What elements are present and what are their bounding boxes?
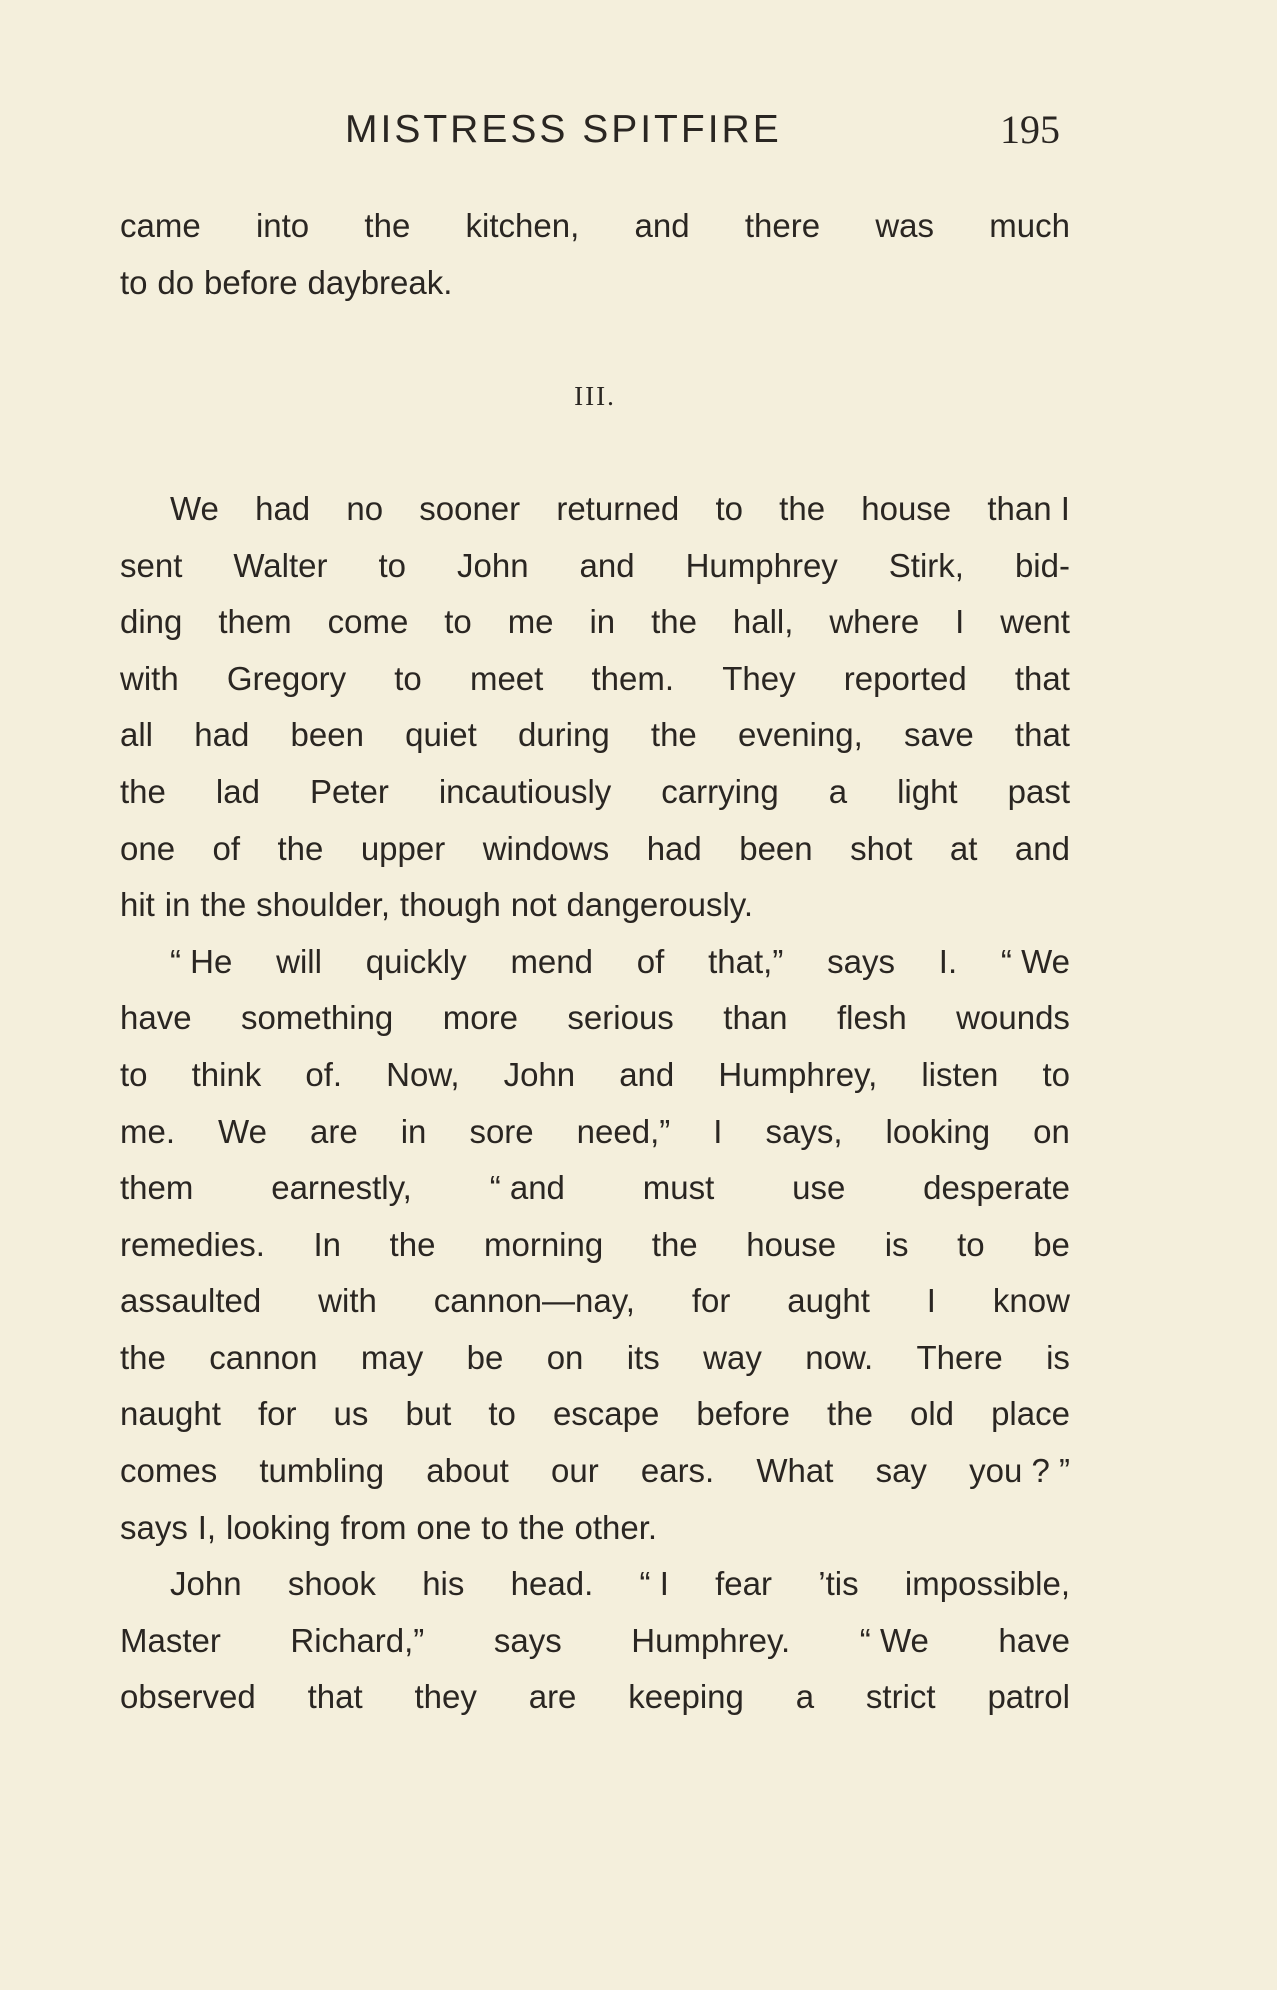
- word: though: [399, 886, 501, 924]
- word: the: [389, 1225, 436, 1263]
- word: kitchen,: [465, 207, 580, 244]
- word: had: [194, 716, 250, 754]
- word: will: [276, 942, 322, 980]
- word: of.: [305, 1055, 343, 1093]
- text-line: [120, 651, 1070, 708]
- word: you ? ”: [969, 1452, 1070, 1490]
- word: shot: [850, 829, 913, 867]
- word: that,”: [708, 942, 784, 980]
- word: morning: [483, 1225, 604, 1263]
- word: us: [333, 1395, 369, 1433]
- word: daybreak.: [307, 263, 453, 301]
- word: where: [829, 603, 920, 641]
- word: strict: [865, 1678, 936, 1716]
- text-line: [120, 538, 1070, 595]
- running-title: MISTRESS SPITFIRE: [345, 108, 782, 151]
- text-line: [120, 1386, 1070, 1443]
- word: says: [827, 942, 895, 980]
- word: say: [875, 1452, 927, 1490]
- word: Peter: [309, 772, 389, 810]
- word: be: [1033, 1225, 1070, 1263]
- word: to: [120, 263, 148, 301]
- word: way: [703, 1338, 762, 1376]
- word: with: [120, 659, 179, 697]
- word: the: [120, 1338, 166, 1376]
- word: shook: [287, 1565, 376, 1603]
- word: naught: [120, 1395, 221, 1433]
- word: mend: [510, 942, 593, 980]
- word: head.: [510, 1565, 594, 1603]
- text-line: [120, 990, 1070, 1047]
- word: meet: [469, 659, 544, 697]
- word: John: [503, 1055, 576, 1093]
- word: the: [651, 1225, 698, 1263]
- word: aught: [787, 1282, 870, 1320]
- word: Humphrey,: [718, 1055, 878, 1093]
- word: I: [926, 1282, 936, 1320]
- word: John: [170, 1565, 242, 1603]
- word: ’tis: [818, 1565, 859, 1603]
- word: have: [998, 1621, 1070, 1659]
- word: than I: [987, 489, 1070, 527]
- word: the: [518, 1508, 565, 1546]
- text-line: [120, 1669, 1070, 1726]
- word: to: [488, 1395, 516, 1433]
- word: fear: [715, 1565, 773, 1603]
- word: that: [1014, 659, 1070, 697]
- text-line: [120, 764, 1070, 821]
- word: on: [546, 1338, 584, 1376]
- text-line: [120, 198, 1070, 255]
- word: at: [949, 829, 978, 867]
- word: assaulted: [120, 1282, 262, 1320]
- word: was: [875, 207, 934, 244]
- word: I.: [938, 942, 958, 980]
- text-line: [120, 1330, 1070, 1387]
- word: on: [1033, 1112, 1070, 1150]
- text-line: [120, 707, 1070, 764]
- word: into: [255, 207, 310, 244]
- word: Master: [120, 1621, 221, 1659]
- word: all: [120, 716, 154, 754]
- word: Now,: [386, 1055, 460, 1093]
- word: flesh: [836, 999, 907, 1037]
- word: cannon: [209, 1338, 318, 1376]
- word: observed: [120, 1678, 256, 1716]
- word: light: [897, 772, 958, 810]
- word: I: [955, 603, 965, 641]
- word: sooner: [419, 489, 521, 527]
- word: “ We: [859, 1621, 929, 1659]
- word: Richard,”: [290, 1621, 425, 1659]
- word: reported: [843, 659, 967, 697]
- word: They: [722, 659, 796, 697]
- word: its: [626, 1338, 660, 1376]
- word: no: [346, 489, 384, 527]
- word: of: [212, 829, 241, 867]
- text-line: [120, 481, 1070, 538]
- word: quiet: [405, 716, 477, 754]
- word: know: [992, 1282, 1070, 1320]
- word: one: [120, 829, 176, 867]
- word: them: [120, 1169, 194, 1207]
- word: them.: [591, 659, 675, 697]
- word: for: [257, 1395, 297, 1433]
- word: the: [200, 886, 247, 924]
- word: about: [426, 1452, 509, 1490]
- word: the: [827, 1395, 873, 1433]
- word: his: [422, 1565, 465, 1603]
- word: old: [909, 1395, 955, 1433]
- word: be: [466, 1338, 504, 1376]
- text-line: [120, 1613, 1070, 1670]
- word: before: [204, 263, 298, 301]
- text-line: [120, 1217, 1070, 1274]
- word: Stirk,: [888, 546, 964, 584]
- word: I,: [197, 1508, 217, 1546]
- word: me: [507, 603, 554, 641]
- word: house: [861, 489, 952, 527]
- word: desperate: [923, 1169, 1070, 1207]
- text-line: [120, 1556, 1070, 1613]
- text-line: [120, 1047, 1070, 1104]
- word: “ I: [639, 1565, 669, 1603]
- word: had: [255, 489, 311, 527]
- word: past: [1007, 772, 1070, 810]
- word: ding: [120, 603, 183, 641]
- word: looking: [225, 1508, 331, 1546]
- word: lad: [215, 772, 260, 810]
- word: Humphrey: [685, 546, 838, 584]
- word: looking: [885, 1112, 991, 1150]
- word: been: [739, 829, 813, 867]
- word: In: [313, 1225, 341, 1263]
- running-head: [120, 100, 1070, 160]
- word: had: [646, 829, 702, 867]
- word: in: [589, 603, 616, 641]
- text-line: [120, 1273, 1070, 1330]
- word: during: [517, 716, 610, 754]
- word: sent: [120, 546, 183, 584]
- word: escape: [552, 1395, 660, 1433]
- word: windows: [482, 829, 610, 867]
- word: to: [120, 1055, 148, 1093]
- word: We: [170, 489, 219, 527]
- word: use: [792, 1169, 846, 1207]
- word: with: [318, 1282, 377, 1320]
- word: to: [394, 659, 422, 697]
- word: need,”: [576, 1112, 671, 1150]
- word: I: [713, 1112, 723, 1150]
- text-line: [120, 1500, 1070, 1557]
- word: keeping: [628, 1678, 744, 1716]
- word: house: [746, 1225, 837, 1263]
- word: the: [277, 829, 324, 867]
- word: than: [723, 999, 788, 1037]
- word: must: [642, 1169, 715, 1207]
- word: returned: [556, 489, 680, 527]
- word: and: [579, 546, 635, 584]
- word: There: [916, 1338, 1003, 1376]
- word: to: [481, 1508, 509, 1546]
- word: to: [378, 546, 406, 584]
- word: sore: [469, 1112, 534, 1150]
- word: quickly: [365, 942, 467, 980]
- word: says: [120, 1508, 188, 1546]
- word: may: [360, 1338, 424, 1376]
- page-number: 195: [1000, 107, 1060, 152]
- word: says: [493, 1621, 562, 1659]
- word: come: [327, 603, 409, 641]
- text-line: [120, 1160, 1070, 1217]
- word: “ We: [1000, 942, 1070, 980]
- word: and: [634, 207, 690, 244]
- word: We: [218, 1112, 267, 1150]
- word: “ and: [489, 1169, 565, 1207]
- word: hall,: [732, 603, 794, 641]
- word: comes: [120, 1452, 218, 1490]
- word: listen: [921, 1055, 999, 1093]
- word: are: [528, 1678, 577, 1716]
- word: “ He: [170, 942, 233, 980]
- word: a: [828, 772, 848, 810]
- word: is: [884, 1225, 909, 1263]
- word: What: [756, 1452, 834, 1490]
- word: the: [651, 603, 697, 641]
- word: says,: [765, 1112, 843, 1150]
- word: came: [120, 207, 201, 244]
- word: dangerously.: [566, 886, 754, 924]
- word: our: [551, 1452, 599, 1490]
- word: that: [1014, 716, 1070, 754]
- word: remedies.: [120, 1225, 265, 1263]
- text-line: [120, 594, 1070, 651]
- word: one: [416, 1508, 472, 1546]
- word: save: [903, 716, 974, 754]
- word: the: [120, 772, 166, 810]
- word: carrying: [661, 772, 779, 810]
- word: to: [957, 1225, 985, 1263]
- word: wounds: [956, 999, 1070, 1037]
- word: impossible,: [904, 1565, 1070, 1603]
- word: is: [1046, 1338, 1070, 1376]
- word: shoulder,: [256, 886, 391, 924]
- word: a: [795, 1678, 815, 1716]
- word: ears.: [640, 1452, 715, 1490]
- word: now.: [805, 1338, 874, 1376]
- word: been: [290, 716, 364, 754]
- word: to: [1042, 1055, 1070, 1093]
- word: something: [241, 999, 394, 1037]
- word: place: [991, 1395, 1070, 1433]
- word: John: [456, 546, 529, 584]
- word: serious: [567, 999, 674, 1037]
- word: Humphrey.: [631, 1621, 791, 1659]
- word: earnestly,: [271, 1169, 412, 1207]
- section-heading: III.: [574, 380, 616, 411]
- word: the: [650, 716, 697, 754]
- word: from: [340, 1508, 407, 1546]
- word: more: [442, 999, 518, 1037]
- word: think: [191, 1055, 262, 1093]
- text-line: [120, 821, 1070, 878]
- word: Gregory: [226, 659, 347, 697]
- word: upper: [360, 829, 446, 867]
- word: evening,: [738, 716, 863, 754]
- word: are: [309, 1112, 358, 1150]
- word: to: [444, 603, 472, 641]
- word: bid-: [1014, 546, 1070, 584]
- word: me.: [120, 1112, 176, 1150]
- body-text: [120, 198, 1070, 1726]
- word: there: [744, 207, 821, 244]
- word: not: [510, 886, 557, 924]
- word: of: [636, 942, 665, 980]
- word: and: [619, 1055, 675, 1093]
- word: cannon—nay,: [433, 1282, 635, 1320]
- word: for: [691, 1282, 731, 1320]
- word: and: [1014, 829, 1070, 867]
- word: have: [120, 999, 192, 1037]
- text-line: [120, 255, 1070, 312]
- word: patrol: [987, 1678, 1070, 1716]
- word: went: [1000, 603, 1070, 641]
- word: them: [218, 603, 292, 641]
- word: the: [364, 207, 411, 244]
- text-line: [120, 1443, 1070, 1500]
- word: the: [779, 489, 826, 527]
- word: but: [405, 1395, 452, 1433]
- word: that: [307, 1678, 363, 1716]
- word: hit: [120, 886, 155, 924]
- word: in: [164, 886, 191, 924]
- word: do: [157, 263, 195, 301]
- word: tumbling: [259, 1452, 385, 1490]
- word: before: [696, 1395, 790, 1433]
- word: they: [414, 1678, 477, 1716]
- word: Walter: [233, 546, 328, 584]
- text-line: [120, 877, 1070, 934]
- word: other.: [574, 1508, 658, 1546]
- word: in: [400, 1112, 427, 1150]
- word: much: [989, 207, 1070, 244]
- text-line: [120, 1104, 1070, 1161]
- text-line: [120, 934, 1070, 991]
- word: to: [715, 489, 743, 527]
- word: incautiously: [438, 772, 612, 810]
